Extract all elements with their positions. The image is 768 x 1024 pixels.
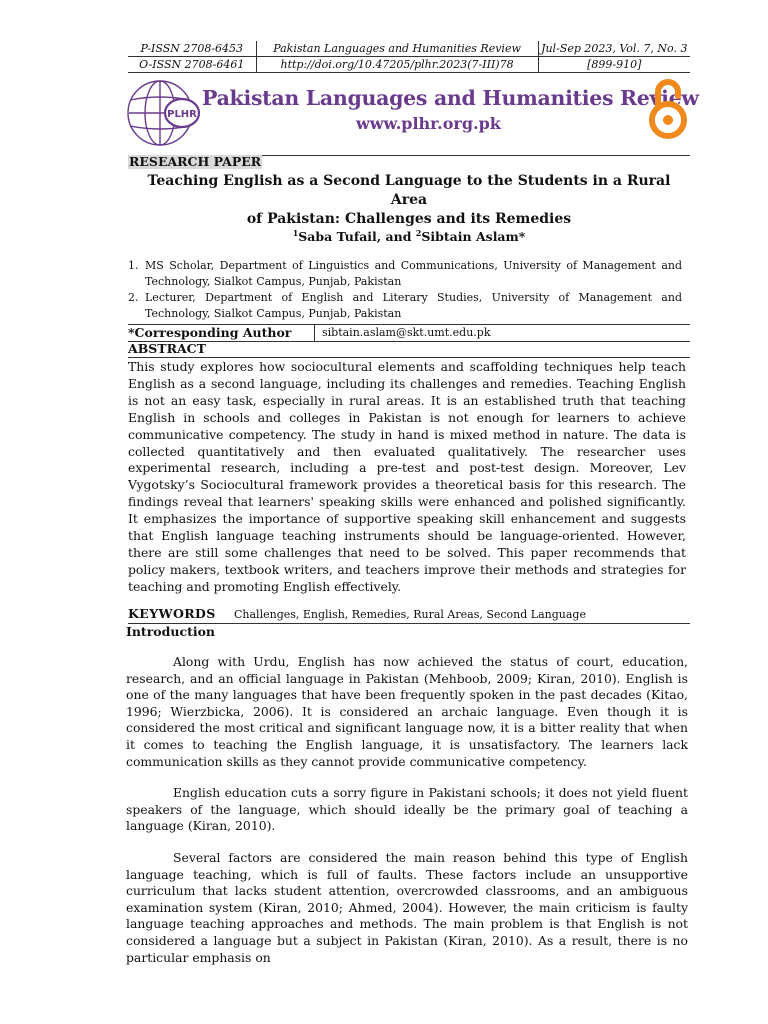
affiliation-number: 1. <box>128 259 139 272</box>
author-1: Saba Tufail, and <box>298 229 416 245</box>
paragraph-3: Several factors are considered the main reason behind this type of English language teaching, which is full of faults. These factors include an unsupportive curriculum that lacks student attention, overcrowded classrooms, and an ambiguous examination system (Kiran, 2010; Ahmed, 2004). However, the main criticism is faulty language teaching approaches and methods. The main problem is that English is not considered a language but a subject in Pakistan (Kiran, 2010). As a result, there is no particular emphasis on <box>126 850 688 965</box>
corresponding-author-row <box>128 324 690 341</box>
keywords-row <box>128 605 690 623</box>
title-line-2: of Pakistan: Challenges and its Remedies <box>246 211 572 227</box>
paragraph-2: English education cuts a sorry figure in Pakistani schools; it does not yield fluent speakers of the language, which should ideally be the primary goal of teaching a language (Kiran, 2010). <box>126 785 688 834</box>
title-line-1: Teaching English as a Second Language to the Students in a Rural Area <box>147 173 671 208</box>
authors <box>128 228 690 244</box>
author1-sup: 1 <box>292 228 299 238</box>
oissn: O-ISSN 2708-6461 <box>139 58 245 71</box>
affiliation-1 <box>128 258 682 290</box>
abstract-text: This study explores how sociocultural elements and scaffolding techniques help teach English as a second language, including its challenges and remedies. Teaching English is not an easy task, especially in rural areas. It is an established truth that teaching English in schools and colleges in Pakistan is not enough for learners to achieve communicative competency. The study in hand is mixed method in nature. The data is collected quantitatively and then evaluated qualitatively. The researcher uses experimental research, including a pre-test and post-test design. Moreover, Lev Vygotsky’s Sociocultural framework provides a theoretical basis for this research. The findings reveal that learners' speaking skills were enhanced and polished significantly. It emphasizes the importance of supportive speaking skill enhancement and suggests that English language teaching instruments should be language-oriented. However, there are still some challenges that need to be solved. This paper recommends that policy makers, textbook writers, and teachers improve their methods and strategies for teaching and promoting English effectively. <box>128 359 686 594</box>
logo-text: PLHR <box>167 109 197 120</box>
journal-short-name: Pakistan Languages and Humanities Review <box>256 41 539 56</box>
affiliation-2 <box>128 290 682 322</box>
keywords-text: Challenges, English, Remedies, Rural Areas, Second Language <box>234 608 586 621</box>
intro-heading: Introduction <box>126 624 216 639</box>
open-access-icon <box>648 78 688 140</box>
section-label: RESEARCH PAPER <box>129 154 262 169</box>
abstract-heading: ABSTRACT <box>128 341 206 356</box>
corresponding-email[interactable]: sibtain.aslam@skt.umt.edu.pk <box>322 326 491 339</box>
affiliation-text: MS Scholar, Department of Linguistics and Communications, University of Management and Technology, Sialkot Campus, Punjab, Pakistan <box>145 259 682 288</box>
keywords-label: KEYWORDS <box>128 606 216 621</box>
affiliation-number: 2. <box>128 291 139 304</box>
plhr-globe-logo <box>124 78 202 148</box>
author2-sup: 2 <box>415 228 422 238</box>
pissn: P-ISSN 2708-6453 <box>140 42 244 55</box>
masthead <box>124 74 699 154</box>
paper-title <box>128 172 690 229</box>
info-row-2 <box>128 57 690 72</box>
journal-info-table <box>128 41 690 73</box>
author-2: Sibtain Aslam* <box>421 229 526 245</box>
affiliation-text: Lecturer, Department of English and Literary Studies, University of Management and Technology, Sialkot Campus, Punjab, Pakistan <box>145 291 682 320</box>
journal-url[interactable]: www.plhr.org.pk <box>356 114 501 133</box>
divider <box>128 341 690 342</box>
info-row-1 <box>128 41 690 57</box>
corresponding-label: *Corresponding Author <box>128 325 292 340</box>
paragraph-1: Along with Urdu, English has now achieved the status of court, education, research, and an official language in Pakistan (Mehboob, 2009; Kiran, 2010). English is one of the many languages that have been frequently spoken in the past decades (Kitao, 1996; Wierzbicka, 2006). It is considered an archaic language. Even though it is considered the most critical and significant language now, it is a bitter reality that when it comes to teaching the English language, it is unsatisfactory. The learners lack communication skills as they cannot provide communicative competency. <box>126 654 688 769</box>
divider <box>128 357 690 358</box>
issue-info: Jul-Sep 2023, Vol. 7, No. 3 <box>541 42 688 55</box>
page-range: [899-910] <box>587 58 642 71</box>
journal-name: Pakistan Languages and Humanities Review <box>202 86 699 110</box>
column-divider <box>314 324 315 341</box>
doi-link[interactable]: http://doi.org/10.47205/plhr.2023(7-III)78 <box>256 57 539 72</box>
